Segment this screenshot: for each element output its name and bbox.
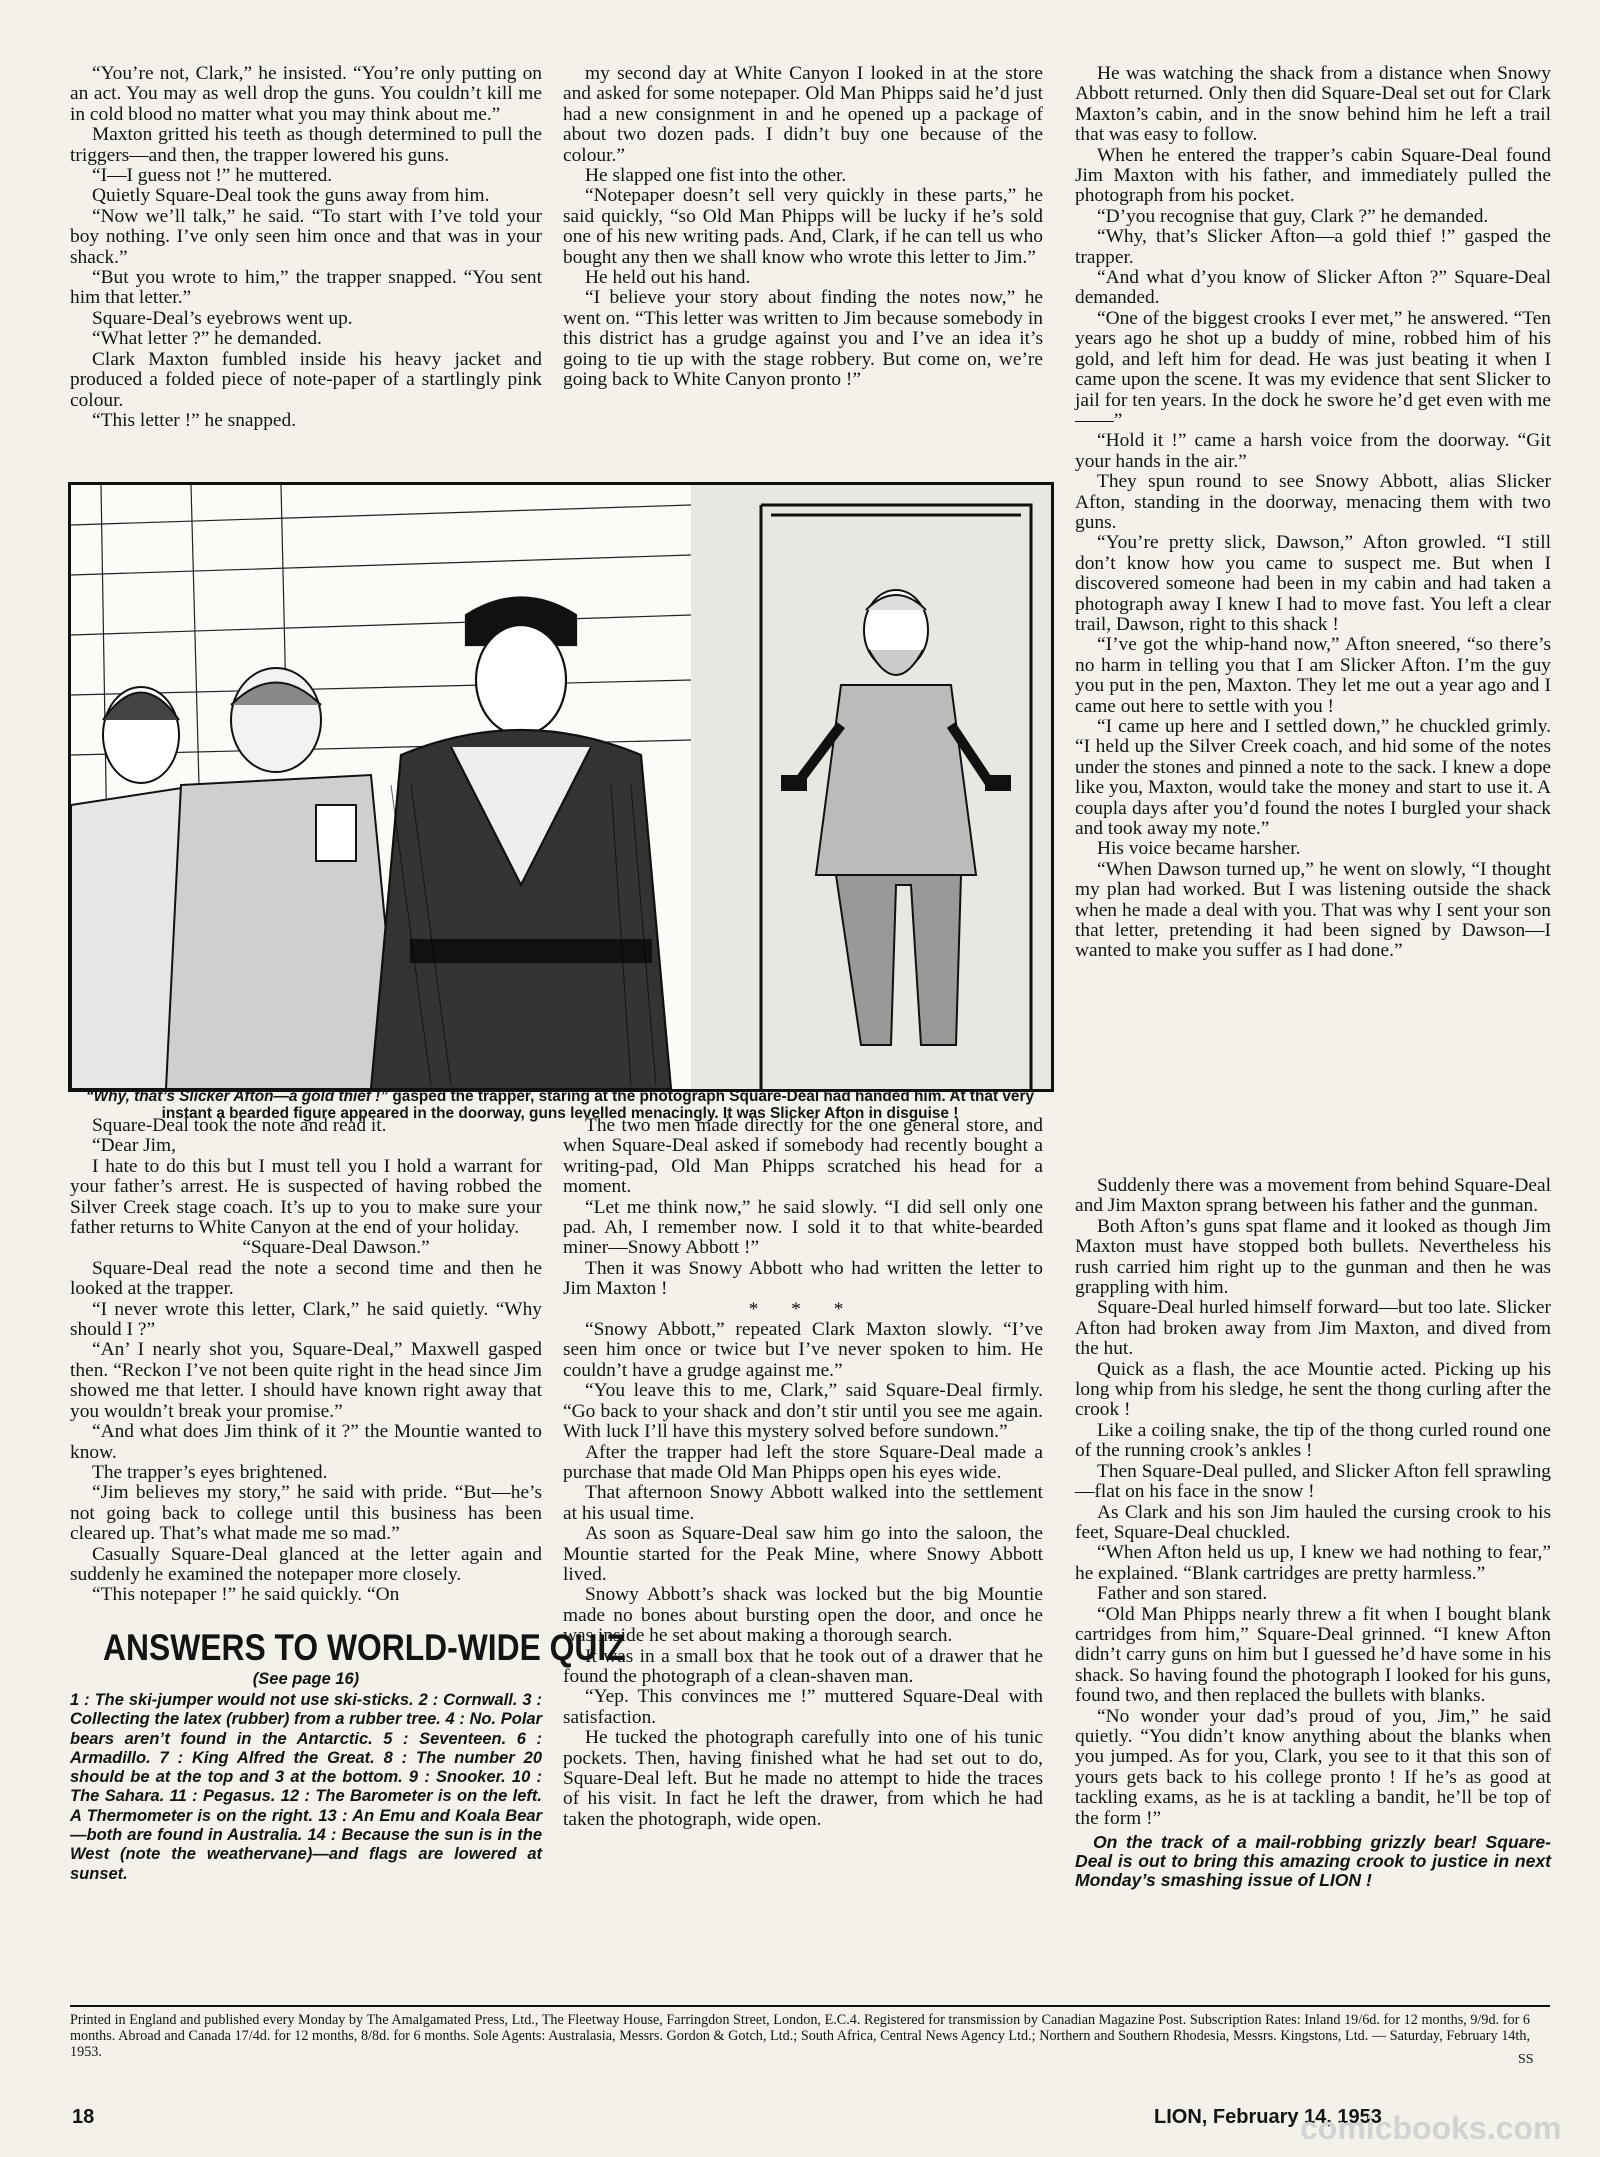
paragraph: As Clark and his son Jim hauled the cursing crook to his feet, Square-Deal chuckled.	[1075, 1501, 1551, 1543]
imprint-text: Printed in England and published every Monday by The Amalgamated Press, Ltd., The Fleetway House, Farringdon Street, London, E.C.4. Registered for transmission by Canadian Magazine Post. Subscription Rates: Inland 19/6d. for 12 months, 9/9d. for 6 months. Abroad and Canada 17/4d. for 12 months, 8/8d. for 6 months. Sole Agents: Australasia, Messrs. Gordon & Gotch, Ltd.; South Africa, Central News Agency Ltd.; Northern and Southern Rhodesia, Messrs. Kingstons, Ltd. — Saturday, February 14th, 1953.	[70, 2012, 1530, 2060]
quiz-subtitle: (See page 16)	[252, 1670, 360, 1688]
paragraph: “When Dawson turned up,” he went on slowly, “I thought my plan had worked. But I was listening outside the shack when he made a deal with you. That was why I sent your son that letter, pretending it had been signed by Dawson—I wanted to make you suffer as I had done.”	[1075, 858, 1551, 962]
paragraph: “I’ve got the whip-hand now,” Afton sneered, “so there’s no harm in telling you that I am Slicker Afton. I’m the guy you put in the pen, Maxton. They let me out a year ago and I came out here to settle with you !	[1075, 634, 1551, 717]
paragraph: When he entered the trapper’s cabin Square-Deal found Jim Maxton with his father, and immediately pulled the photograph from his pocket.	[1075, 144, 1551, 207]
paragraph: * * *	[748, 1298, 858, 1320]
paragraph: Maxton gritted his teeth as though determined to pull the triggers—and then, the trapper lowered his guns.	[70, 124, 542, 166]
quiz-title: ANSWERS TO WORLD-WIDE QUIZ	[103, 1627, 626, 1668]
printer-code: SS	[1518, 2052, 1534, 2067]
paragraph: The two men made directly for the one general store, and when Square-Deal asked if somebody had recently bought a writing-pad, Old Man Phipps scratched his head for a moment.	[563, 1115, 1043, 1198]
paragraph: Like a coiling snake, the tip of the thong curled round one of the running crook’s ankles !	[1075, 1419, 1551, 1462]
paragraph: “And what d’you know of Slicker Afton ?” Square-Deal demanded.	[1075, 267, 1551, 309]
column-4	[70, 1116, 542, 1606]
column-6	[1075, 1176, 1551, 1890]
paragraph: “Dear Jim,	[92, 1135, 176, 1157]
paragraph: “An’ I nearly shot you, Square-Deal,” Maxwell gasped then. “Reckon I’ve not been quite right in the head since Jim showed me that letter. I should have known right away that you wouldn’t break your promise.”	[70, 1339, 542, 1422]
paragraph: “You’re not, Clark,” he insisted. “You’re only putting on an act. You may as well drop the guns. You couldn’t kill me in cold blood no matter what you may think about me.”	[70, 63, 542, 125]
paragraph: “Notepaper doesn’t sell very quickly in these parts,” he said quickly, “so Old Man Phipps will be lucky if he’s sold one of his new writing pads. And, Clark, if he can tell us who bought any then we shall know who wrote this letter to Jim.”	[563, 185, 1043, 268]
paragraph: Suddenly there was a movement from behind Square-Deal and Jim Maxton sprang between his father and the gunman.	[1075, 1175, 1551, 1217]
paragraph: “One of the biggest crooks I ever met,” he answered. “Ten years ago he shot up a buddy of mine, robbed him of his gold, and left him for dead. He was just beating it when I came upon the scene. It was my evidence that sent Slicker to jail for ten years. In the dock he swore he’d get even with me——”	[1075, 307, 1551, 431]
paragraph: Square-Deal read the note a second time and then he looked at the trapper.	[70, 1257, 542, 1300]
paragraph: Both Afton’s guns spat flame and it looked as though Jim Maxton must have stopped both bullets. Nevertheless his rush carried him right up to the gunman and then he was grappling with him.	[1075, 1215, 1551, 1299]
quiz-body: 1 : The ski-jumper would not use ski-sticks. 2 : Cornwall. 3 : Collecting the latex (rubber) from a rubber tree. 4 : No. Polar bears aren’t found in the Antarctic. 5 : Seventeen. 6 : Armadillo. 7 : King Alfred the Great. 8 : The number 20 should be at the top and 3 at the bottom. 9 : Snooker. 10 : The Sahara. 11 : Pegasus. 12 : The Barometer is on the left. A Thermometer is on the right. 13 : An Emu and Koala Bear—both are found in Australia. 14 : Because the sun is in the West (note the weathervane)—and flags are lowered at sunset.	[70, 1691, 542, 1883]
paragraph: He was watching the shack from a distance when Snowy Abbott returned. Only then did Square-Deal set out for Clark Maxton’s cabin, and in the snow behind him he left a trail that was easy to follow.	[1075, 63, 1551, 146]
paragraph: That afternoon Snowy Abbott walked into the settlement at his usual time.	[563, 1482, 1043, 1524]
illustration	[68, 482, 1054, 1092]
paragraph: Casually Square-Deal glanced at the letter again and suddenly he examined the notepaper more closely.	[70, 1543, 542, 1585]
column-2	[563, 64, 1043, 391]
column-1	[70, 64, 542, 431]
paragraph: They spun round to see Snowy Abbott, alias Slicker Afton, standing in the doorway, menacing them with two guns.	[1075, 471, 1551, 533]
paragraph: It was in a small box that he took out of a drawer that he found the photograph of a clean-shaven man.	[563, 1645, 1043, 1687]
paragraph: I hate to do this but I must tell you I hold a warrant for your father’s arrest. He is suspected of having robbed the Silver Creek stage coach. It’s up to you to make sure your father returns to White Canyon at the end of your holiday.	[70, 1155, 542, 1239]
quiz-answers-box	[70, 1627, 626, 1884]
paragraph: His voice became harsher.	[1097, 838, 1301, 860]
paragraph: After the trapper had left the store Square-Deal made a purchase that made Old Man Phipps open his eyes wide.	[563, 1441, 1043, 1483]
paragraph: “You leave this to me, Clark,” said Square-Deal firmly. “Go back to your shack and don’t stir until you see me again. With luck I’ll have this mystery solved before sundown.”	[563, 1380, 1043, 1443]
paragraph: “This letter !” he snapped.	[92, 409, 297, 431]
paragraph: “What letter ?” he demanded.	[92, 328, 322, 350]
next-issue-teaser: On the track of a mail-robbing grizzly bear! Square-Deal is out to bring this amazing crook to justice in next Monday’s smashing issue of LION !	[1075, 1832, 1551, 1890]
paragraph: “But you wrote to him,” the trapper snapped. “You sent him that letter.”	[70, 267, 542, 309]
footer-rule	[70, 2005, 1550, 2007]
paragraph: He tucked the photograph carefully into one of his tunic pockets. Then, having finished what he had set out to do, Square-Deal left. But he made no attempt to hide the traces of his visit. In fact he left the drawer, from which he had taken the photograph, wide open.	[563, 1727, 1043, 1830]
caption-lead: “Why, that’s Slicker Afton—a gold thief !”	[85, 1088, 389, 1105]
paragraph: “I believe your story about finding the notes now,” he went on. “This letter was written to Jim because somebody in this district has a grudge against you and I’ve an idea it’s going to tie up with the stage robbery. But come on, we’re going back to White Canyon pronto !”	[563, 287, 1043, 391]
paragraph: “Yep. This convinces me !” muttered Square-Deal with satisfaction.	[563, 1686, 1043, 1728]
paragraph: my second day at White Canyon I looked in at the store and asked for some notepaper. Old Man Phipps said he’d just had a new consignment in and he opened up a package of about two dozen pads. I didn’t buy one because of the colour.”	[563, 63, 1043, 166]
paragraph: Then Square-Deal pulled, and Slicker Afton fell sprawling—flat on his face in the snow !	[1075, 1460, 1551, 1503]
folio-line: LION, February 14, 1953	[1154, 2106, 1382, 2128]
paragraph: “I—I guess not !” he muttered.	[92, 165, 333, 187]
paragraph: “This notepaper !” he said quickly. “On	[92, 1584, 400, 1606]
paragraph: “Why, that’s Slicker Afton—a gold thief !” gasped the trapper.	[1075, 226, 1551, 268]
paragraph: “And what does Jim think of it ?” the Mountie wanted to know.	[70, 1421, 542, 1463]
caption-rest: gasped the trapper, staring at the photograph Square-Deal had handed him. At that very instant a bearded figure appeared in the doorway, guns levelled menacingly. It was Slicker Afton in disguise !	[161, 1088, 1035, 1122]
paragraph: “Now we’ll talk,” he said. “To start with I’ve told your boy nothing. I’ve only seen him once and that was in your shack.”	[70, 205, 542, 268]
paragraph: “Hold it !” came a harsh voice from the doorway. “Git your hands in the air.”	[1075, 430, 1551, 472]
column-3	[1075, 64, 1551, 962]
paragraph: Then it was Snowy Abbott who had written the letter to Jim Maxton !	[563, 1257, 1043, 1300]
paragraph: “When Afton held us up, I knew we had nothing to fear,” he explained. “Blank cartridges are pretty harmless.”	[1075, 1542, 1551, 1584]
paragraph: “Snowy Abbott,” repeated Clark Maxton slowly. “I’ve seen him once or twice but I’ve never spoken to him. He couldn’t have a grudge against me.”	[563, 1319, 1043, 1381]
paragraph: Quietly Square-Deal took the guns away from him.	[92, 185, 490, 207]
paragraph: Snowy Abbott’s shack was locked but the big Mountie made no bones about bursting open the door, and once he was inside he set about making a thorough search.	[563, 1584, 1043, 1647]
paragraph: Quick as a flash, the ace Mountie acted. Picking up his long whip from his sledge, he sent the thong curling after the crook !	[1075, 1358, 1551, 1421]
paragraph: Father and son stared.	[1097, 1583, 1268, 1605]
illustration-drawing	[71, 485, 1051, 1089]
paragraph: Clark Maxton fumbled inside his heavy jacket and produced a folded piece of note-paper of a startlingly pink colour.	[70, 348, 542, 411]
paragraph: As soon as Square-Deal saw him go into the saloon, the Mountie started for the Peak Mine, where Snowy Abbott lived.	[563, 1523, 1043, 1585]
paragraph: “No wonder your dad’s proud of you, Jim,” he said quietly. “You didn’t know anything about the blanks when you jumped. As for you, Clark, you see to it that this son of yours gets back to his college pronto ! If he’s as good at tackling exams, as he is at tackling a bandit, he’ll be top of the form !”	[1075, 1705, 1551, 1829]
paragraph: Square-Deal’s eyebrows went up.	[92, 307, 353, 329]
paragraph: He slapped one fist into the other.	[585, 165, 847, 187]
paragraph: “Old Man Phipps nearly threw a fit when I bought blank cartridges from him,” Square-Deal grinned. “I knew Afton didn’t carry guns on him but I guessed he’d have some in his shack. So having found the photograph I looked for his guns, found two, and then replaced the bullets with blanks.	[1075, 1603, 1551, 1707]
page-number: 18	[72, 2106, 95, 2128]
paragraph: “Jim believes my story,” he said with pride. “But—he’s not going back to college until this business has been cleared up. That’s what made me so mad.”	[70, 1482, 542, 1545]
column-5	[563, 1116, 1043, 1830]
paragraph: “Let me think now,” he said slowly. “I did sell only one pad. Ah, I remember now. I sold it to that white-bearded miner—Snowy Abbott !”	[563, 1196, 1043, 1259]
paragraph: “I never wrote this letter, Clark,” he said quietly. “Why should I ?”	[70, 1298, 542, 1341]
paragraph: Square-Deal took the note and read it.	[92, 1115, 387, 1136]
watermark: comicbooks.com	[1300, 2110, 1562, 2146]
paragraph: “Square-Deal Dawson.”	[242, 1237, 430, 1259]
paragraph: The trapper’s eyes brightened.	[92, 1461, 328, 1483]
paragraph: “I came up here and I settled down,” he chuckled grimly. “I held up the Silver Creek coach, and hid some of the notes under the stones and pinned a note to the sack. I knew a dope like you, Maxton, would take the money and start to use it. A coupla days after you’d found the notes I burgled your shack and took away my note.”	[1075, 716, 1551, 840]
paragraph: Square-Deal hurled himself forward—but too late. Slicker Afton had broken away from Jim Maxton, and dived from the hut.	[1075, 1297, 1551, 1360]
paragraph: “D’you recognise that guy, Clark ?” he demanded.	[1097, 205, 1489, 227]
paragraph: “You’re pretty slick, Dawson,” Afton growled. “I still don’t know how you came to suspect me. But when I discovered someone had been in my cabin and had taken a photograph away I knew I had to move fast. You left a clear trail, Dawson, right to this shack !	[1075, 532, 1551, 635]
paragraph: He held out his hand.	[585, 267, 751, 289]
